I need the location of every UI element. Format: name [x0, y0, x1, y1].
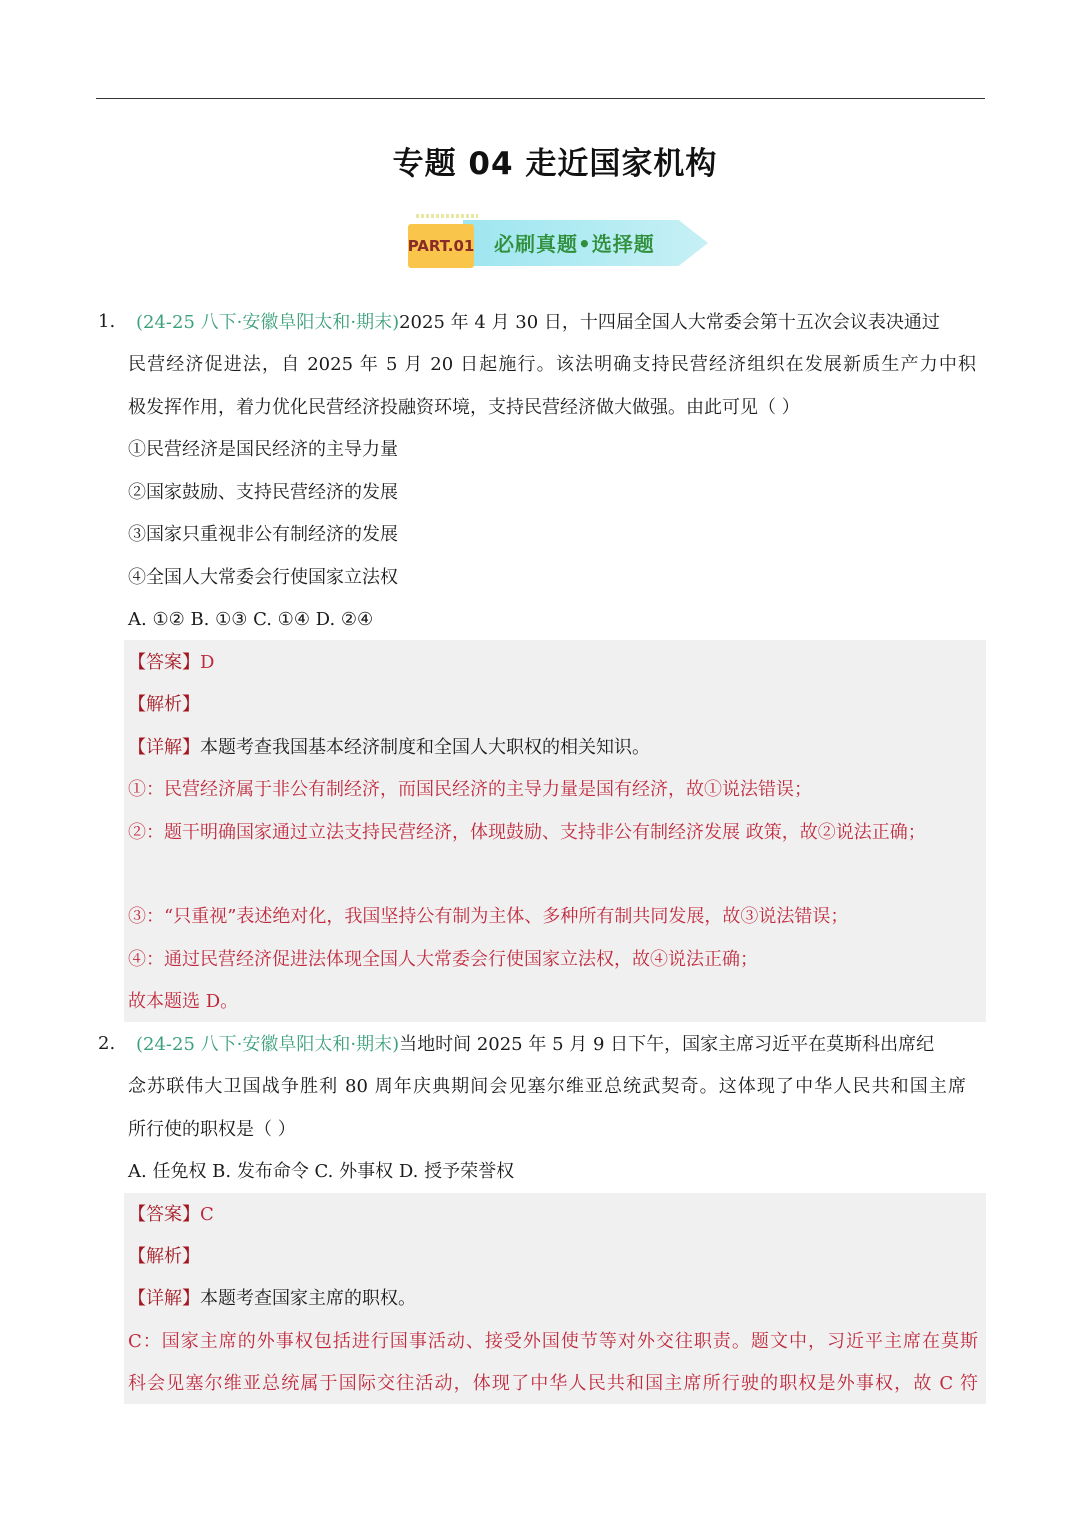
question-2-analysis-label: 【解析】 [128, 1246, 200, 1267]
answer-label: 【答案】 [128, 1204, 200, 1225]
detail-text: 本题考查我国基本经济制度和全国人大职权的相关知识。 [200, 737, 650, 758]
question-1-item-2: ②国家鼓励、支持民营经济的发展 [128, 482, 398, 503]
question-1-explanation-2: ②：题干明确国家通过立法支持民营经济，体现鼓励、支持非公有制经济发展 政策，故②说法正确； [128, 822, 926, 843]
question-1-answer [128, 651, 214, 675]
question-1-analysis-label: 【解析】 [128, 694, 200, 715]
question-1-explanation-1: ①：民营经济属于非公有制经济，而国民经济的主导力量是国有经济，故①说法错误； [128, 779, 812, 800]
section-banner [408, 214, 708, 274]
banner-part-label: PART.01 [408, 224, 474, 268]
question-1-number: 1. [98, 311, 116, 332]
question-2-options: A. 任免权 B. 发布命令 C. 外事权 D. 授予荣誉权 [128, 1161, 515, 1182]
question-2-explanation-1: C：国家主席的外事权包括进行国事活动、接受外国使节等对外交往职责。题文中，习近平主席在莫斯 [128, 1331, 978, 1352]
question-1-item-4: ④全国人大常委会行使国家立法权 [128, 567, 398, 588]
question-1-explanation-3: ③：“只重视”表述绝对化，我国坚持公有制为主体、多种所有制共同发展，故③说法错误； [128, 906, 849, 927]
document-title: 专题 04 走近国家机构 [392, 146, 718, 182]
question-2-stem-line-3: 所行使的职权是（ ） [128, 1119, 296, 1140]
question-1-detail [128, 736, 650, 760]
answer-value: C [200, 1204, 214, 1225]
question-1-conclusion: 故本题选 D。 [128, 991, 239, 1012]
detail-text: 本题考查国家主席的职权。 [200, 1288, 416, 1309]
answer-value: D [200, 652, 215, 673]
header-rule [96, 98, 985, 99]
question-2-stem-text-1: 当地时间 2025 年 5 月 9 日下午，国家主席习近平在莫斯科出席纪 [399, 1034, 935, 1055]
question-1-stem-line-2: 民营经济促进法，自 2025 年 5 月 20 日起施行。该法明确支持民营经济组织在发展新质生产力中积 [128, 354, 976, 375]
question-1-options: A. ①② B. ①③ C. ①④ D. ②④ [128, 609, 374, 630]
banner-decoration [416, 214, 478, 218]
question-2-number: 2. [98, 1033, 116, 1054]
question-2-stem-line-1 [136, 1033, 934, 1057]
question-2-detail [128, 1287, 416, 1311]
question-1-stem-text-1: 2025 年 4 月 30 日，十四届全国人大常委会第十五次会议表决通过 [399, 312, 940, 333]
detail-label: 【详解】 [128, 1288, 200, 1309]
question-1-item-1: ①民营经济是国民经济的主导力量 [128, 439, 398, 460]
question-2-explanation-2: 科会见塞尔维亚总统属于国际交往活动，体现了中华人民共和国主席所行驶的职权是外事权，故 C 符 [128, 1373, 978, 1394]
question-2-stem-line-2: 念苏联伟大卫国战争胜利 80 周年庆典期间会见塞尔维亚总统武契奇。这体现了中华人民共和国主席 [128, 1076, 966, 1097]
question-1-item-3: ③国家只重视非公有制经济的发展 [128, 524, 398, 545]
answer-label: 【答案】 [128, 652, 200, 673]
question-2-source: (24-25 八下·安徽阜阳太和·期末) [136, 1034, 400, 1055]
question-1-explanation-4: ④：通过民营经济促进法体现全国人大常委会行使国家立法权，故④说法正确； [128, 949, 758, 970]
question-1-source: (24-25 八下·安徽阜阳太和·期末) [136, 312, 400, 333]
banner-title: 必刷真题•选择题 [494, 232, 655, 256]
question-1-stem-line-1 [136, 311, 940, 335]
detail-label: 【详解】 [128, 737, 200, 758]
question-1-stem-line-3: 极发挥作用，着力优化民营经济投融资环境，支持民营经济做大做强。由此可见（ ） [128, 397, 800, 418]
question-2-answer [128, 1203, 214, 1227]
